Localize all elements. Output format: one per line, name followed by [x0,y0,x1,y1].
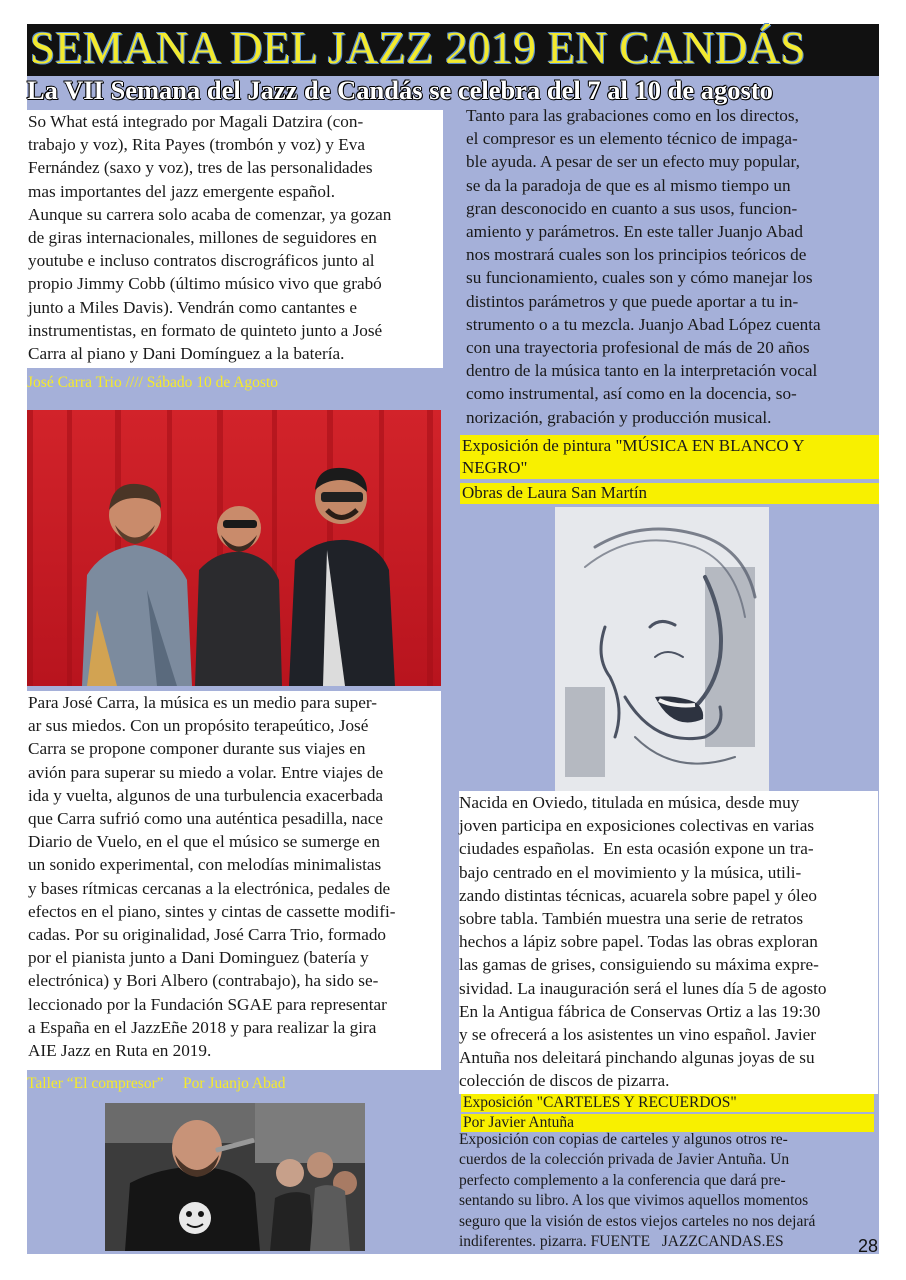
expo1-line: y se ofrecerá a los asistentes un vino español. Javier [459,1025,817,1044]
so-what-line: youtube e incluso contratos discrográficos junto al [28,251,375,271]
taller-line: ble ayuda. A pesar de ser un efecto muy popular, [466,152,800,172]
so-what-line: Fernández (saxo y voz), tres de las personalidades [28,158,373,178]
expo2-line: perfecto complemento a la conferencia que dará pre- [459,1171,786,1189]
expo1-line: Nacida en Oviedo, titulada en música, desde muy [459,793,800,812]
expo1-line: las gamas de grises, consiguiendo su máxima expre- [459,955,819,975]
trio-text-box [27,691,441,1070]
so-what-line: instrumentistas, en formato de quinteto junto a José [28,320,383,340]
expo1-line: Antuña nos deleitará pinchando algunas joyas de su [459,1048,815,1068]
taller-line: Tanto para las grabaciones como en los directos, [466,106,799,125]
trio-line: Carra se propone componer durante sus viajes en [28,739,366,759]
expo1-text-box [459,791,878,1094]
expo2-line: sentando su libro. A los que vivimos aquellos momentos [459,1192,809,1210]
taller-line: el compresor es un elemento técnico de impaga- [466,129,798,149]
expo2-title: Exposición "CARTELES Y RECUERDOS" [463,1094,737,1111]
expo1-line: ciudades españolas. En esta ocasión expone un tra- [459,839,814,859]
expo1-author-band [460,483,879,504]
expo1-line: En la Antigua fábrica de Conservas Ortiz a las 19:30 [459,1001,821,1021]
trio-line: Para José Carra, la música es un medio para super- [28,693,378,712]
trio-line: efectos en el piano, sintes y cintas de cassette modifi- [28,901,396,921]
taller-line: distintos parámetros y que puede aportar a tu in- [466,291,799,311]
so-what-line: trabajo y voz), Rita Payes (trombón y voz) y Eva [28,135,365,155]
expo1-title-line: Exposición de pintura "MÚSICA EN BLANCO Y [462,436,805,455]
trio-line: ar sus miedos. Con un propósito terapeútico, José [28,716,369,736]
taller-line: se da la paradoja de que es al mismo tiempo un [466,175,791,195]
trio-line: cadas. Por su originalidad, José Carra Trio, formado [28,925,387,944]
trio-line: avión para superar su miedo a volar. Entre viajes de [28,762,384,782]
taller-line: con una trayectoria profesional de más de 20 años [466,338,810,357]
so-what-line: de giras internacionales, millones de seguidores en [28,228,377,247]
so-what-line: So What está integrado por Magali Datzira (con- [28,112,364,131]
so-what-line: junto a Miles Davis). Vendrán como cantantes e [28,297,358,317]
expo2-line: cuerdos de la colección privada de Javier Antuña. Un [459,1151,790,1169]
portrait-sketch [555,507,769,791]
taller-line: dentro de la música tanto en la interpretación vocal [466,361,818,381]
so-what-text-box [27,110,443,368]
page-subtitle: La VII Semana del Jazz de Candás se celebra del 7 al 10 de agosto [27,75,773,105]
taller-line: norización, grabación y producción musical. [466,407,772,427]
trio-line: leccionado por la Fundación SGAE para representar [28,994,387,1014]
trio-line: electrónica) y Bori Albero (contrabajo), ha sido se- [28,971,379,991]
expo2-line: Exposición con copias de carteles y algunos otros re- [459,1131,788,1148]
trio-line: y bases rítmicas cercanas a la electrónica, pedales de [28,878,391,898]
taller-line: su funcionamiento, cuales son y cómo manejar los [466,268,813,288]
trio-line: que Carra sufrió como una auténtica pesadilla, nace [28,809,384,828]
page-title: SEMANA DEL JAZZ 2019 EN CANDÁS [30,23,806,73]
expo1-line: colección de discos de pizarra. [459,1071,670,1091]
trio-line: ida y vuelta, algunos de una turbulencia exacerbada [28,785,384,805]
so-what-line: Aunque su carrera solo acaba de comenzar, ya gozan [28,204,392,224]
expo1-line: sobre tabla. También muestra una serie de retratos [459,909,804,928]
expo1-line: zando distintas técnicas, acuarela sobre papel y óleo [459,885,817,905]
so-what-line: Carra al piano y Dani Domínguez a la batería. [28,344,345,363]
expo1-line: bajo centrado en el movimiento y la música, utili- [459,862,802,882]
taller-line: amiento y parámetros. En este taller Juanjo Abad [466,222,803,241]
taller-photo [105,1103,365,1251]
trio-line: Diario de Vuelo, en el que el músico se sumerge en [28,832,381,852]
taller-line: strumento o a tu mezcla. Juanjo Abad López cuenta [466,314,821,334]
expo1-title-band [460,435,879,479]
trio-line: a España en el JazzEñe 2018 y para realizar la gira [28,1017,377,1037]
so-what-line: propio Jimmy Cobb (último músico vivo que grabó [28,274,382,294]
expo2-text-block [459,1130,879,1254]
so-what-line: mas importantes del jazz emergente español. [28,181,336,201]
taller-caption: Taller “El compresor” Por Juanjo Abad [27,1075,286,1092]
portrait-sketch-illustration [555,507,769,791]
trio-line: por el pianista junto a Dani Dominguez (batería y [28,948,369,968]
page-number: 28 [858,1236,879,1256]
trio-line: AIE Jazz en Ruta en 2019. [28,1041,212,1060]
expo1-line: hechos a lápiz sobre papel. Todas las obras exploran [459,932,818,952]
expo1-title-line: NEGRO" [462,458,528,477]
expo2-line: seguro que la visión de estos viejos carteles no nos dejará [459,1212,816,1230]
taller-line: gran desconocido en cuanto a sus usos, funcion- [466,198,798,218]
trio-photo [27,410,441,686]
trio-line: un sonido experimental, con melodías minimalistas [28,855,382,875]
expo2-title-band [461,1094,874,1112]
expo1-author: Obras de Laura San Martín [462,483,648,502]
expo1-line: sividad. La inauguración será el lunes día 5 de agosto [459,978,827,998]
trio-caption: José Carra Trio //// Sábado 10 de Agosto [27,374,279,391]
expo2-line: indiferentes. pizarra. FUENTE JAZZCANDAS.ES [459,1233,784,1250]
taller-line: como instrumental, así como en la docencia, so- [466,384,797,404]
trio-photo-illustration [27,410,441,686]
taller-photo-illustration [105,1103,365,1251]
taller-text-block [466,104,878,434]
expo1-line: joven participa en exposiciones colectivas en varias [459,816,815,836]
taller-line: nos mostrará cuales son los principios teóricos de [466,245,807,265]
expo2-author: Por Javier Antuña [463,1114,575,1131]
